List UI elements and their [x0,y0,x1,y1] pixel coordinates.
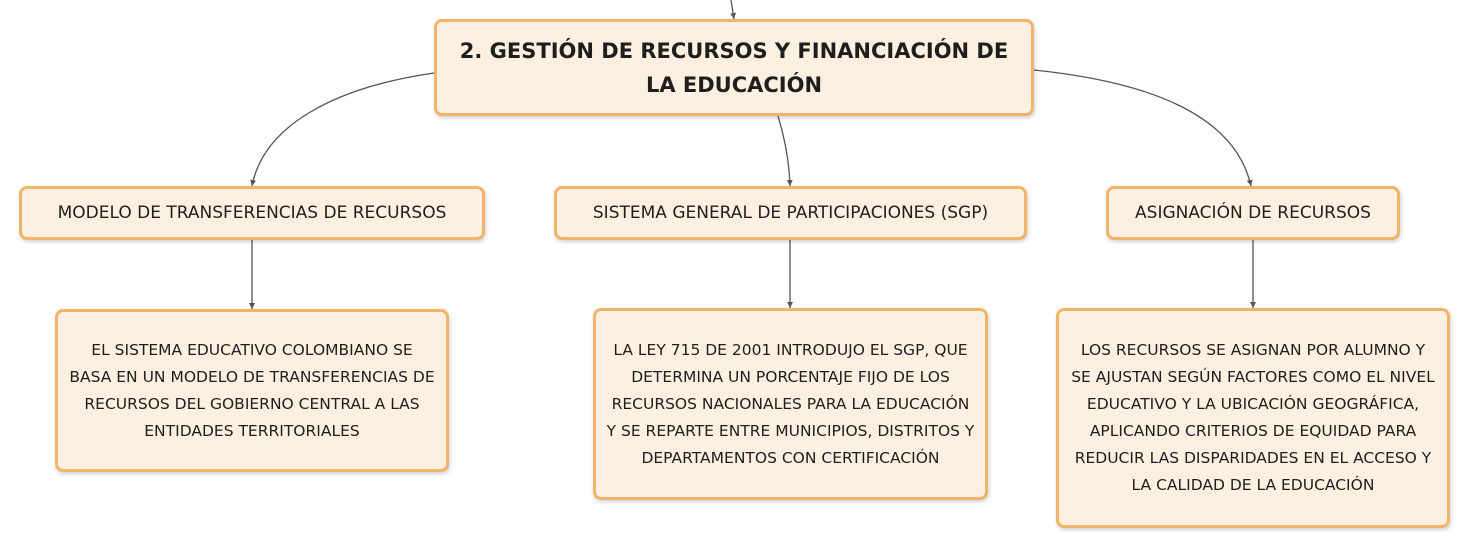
branch-node-modelo-transferencias[interactable] [19,186,485,240]
branch-label-sistema-general-participaciones: SISTEMA GENERAL DE PARTICIPACIONES (SGP) [592,203,989,223]
branch-node-asignacion-recursos[interactable] [1106,186,1400,240]
connector-root-to-branch-1 [252,73,434,186]
detail-node-sistema-general-participaciones[interactable] [593,308,988,500]
detail-text-modelo-transferencias: EL SISTEMA EDUCATIVO COLOMBIANO SE BASA EN UN MODELO DE TRANSFERENCIAS DE RECURSOS DEL GOBIERNO CENTRAL A LAS ENTIDADES TERRITORIALES [69,340,435,440]
branch-node-sistema-general-participaciones[interactable] [554,186,1027,240]
detail-node-modelo-transferencias[interactable] [55,309,449,472]
incoming-connector [731,0,734,19]
root-topic-node[interactable] [434,19,1034,116]
branch-label-modelo-transferencias: MODELO DE TRANSFERENCIAS DE RECURSOS [57,203,447,223]
detail-text-sistema-general-participaciones: LA LEY 715 DE 2001 INTRODUJO EL SGP, QUE DETERMINA UN PORCENTAJE FIJO DE LOS RECURSOS NACIONALES PARA LA EDUCACIÓN Y SE REPARTE ENTRE MUNICIPIOS, DISTRITOS Y DEPARTAMENTOS CON CERTIFICACIÓN [606,340,975,467]
branch-label-asignacion-recursos: ASIGNACIÓN DE RECURSOS [1135,203,1371,223]
detail-text-asignacion-recursos: LOS RECURSOS SE ASIGNAN POR ALUMNO Y SE AJUSTAN SEGÚN FACTORES COMO EL NIVEL EDUCATIVO Y LA UBICACIÓN GEOGRÁFICA, APLICANDO CRITERIOS DE EQUIDAD PARA REDUCIR LAS DISPARIDADES EN EL ACCESO Y LA CALIDAD DE LA EDUCACIÓN [1071,341,1435,494]
connector-root-to-branch-2 [778,116,790,186]
detail-node-asignacion-recursos[interactable] [1056,308,1450,528]
root-topic-label: 2. GESTIÓN DE RECURSOS Y FINANCIACIÓN DE LA EDUCACIÓN [459,38,1009,97]
connector-root-to-branch-3 [1034,70,1251,186]
